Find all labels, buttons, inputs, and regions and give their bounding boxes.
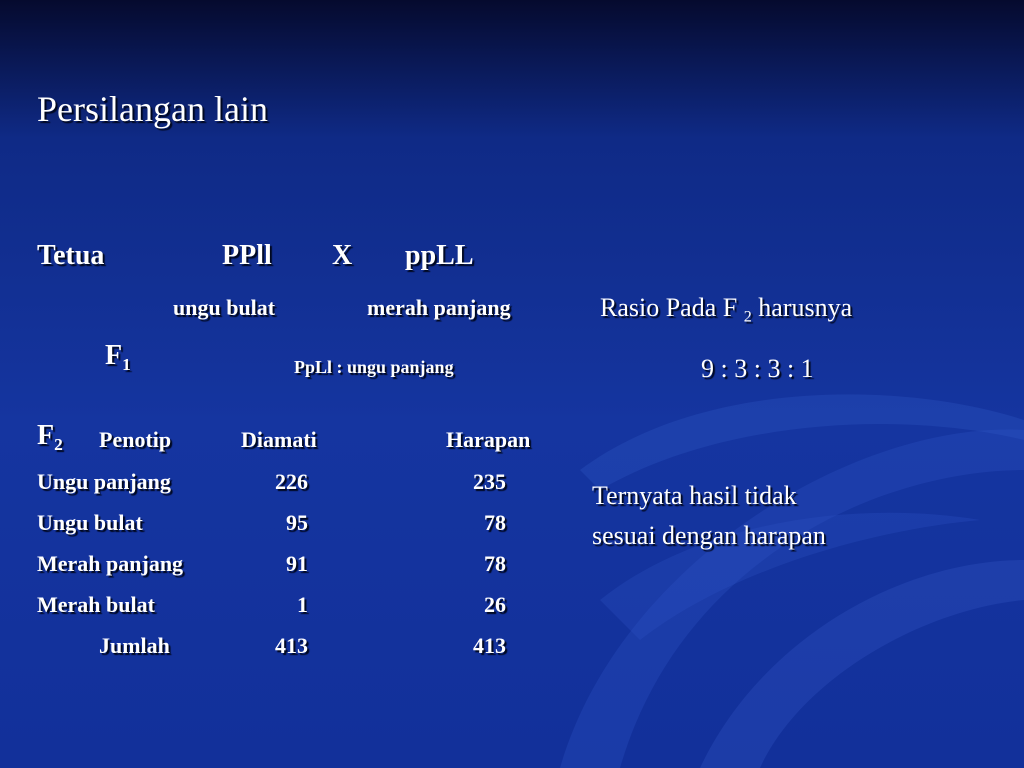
parent-phenotype-1: ungu bulat bbox=[173, 295, 276, 320]
row-diamati: 1 bbox=[297, 592, 308, 617]
row-diamati: 226 bbox=[275, 469, 308, 494]
row-diamati: 95 bbox=[286, 510, 308, 535]
row-penotip: Merah bulat bbox=[37, 592, 155, 617]
f1-result: PpLl : ungu panjang bbox=[294, 357, 454, 377]
conclusion-line-2: sesuai dengan harapan bbox=[592, 521, 826, 550]
f1-label: $F_1$ bbox=[105, 340, 131, 375]
parent-genotype-2: ppLL bbox=[405, 240, 474, 271]
f2-label: $F_2$ bbox=[37, 420, 63, 455]
parent-phenotype-2: merah panjang bbox=[367, 295, 511, 320]
row-harapan: 235 bbox=[473, 469, 506, 494]
row-harapan: 26 bbox=[484, 592, 506, 617]
row-penotip: Ungu panjang bbox=[37, 469, 171, 494]
row-diamati: 91 bbox=[286, 551, 308, 576]
row-penotip: Merah panjang bbox=[37, 551, 184, 576]
row-harapan: 78 bbox=[484, 551, 506, 576]
ratio-label: Rasio Pada F $_2$ harusnya bbox=[600, 293, 853, 326]
header-diamati: Diamati bbox=[241, 427, 317, 452]
conclusion-line-1: Ternyata hasil tidak bbox=[592, 481, 797, 510]
slide-title: Persilangan lain bbox=[37, 89, 268, 129]
row-penotip: Ungu bulat bbox=[37, 510, 143, 535]
header-harapan: Harapan bbox=[446, 427, 531, 452]
cross-symbol: X bbox=[332, 240, 353, 271]
header-penotip: Penotip bbox=[99, 427, 172, 452]
ratio-value: 9 : 3 : 3 : 1 bbox=[701, 354, 814, 383]
total-harapan: 413 bbox=[473, 633, 506, 658]
total-diamati: 413 bbox=[275, 633, 308, 658]
total-label: Jumlah bbox=[99, 633, 170, 658]
parent-label: Tetua bbox=[37, 240, 105, 271]
row-harapan: 78 bbox=[484, 510, 506, 535]
parent-genotype-1: PPll bbox=[222, 240, 272, 271]
